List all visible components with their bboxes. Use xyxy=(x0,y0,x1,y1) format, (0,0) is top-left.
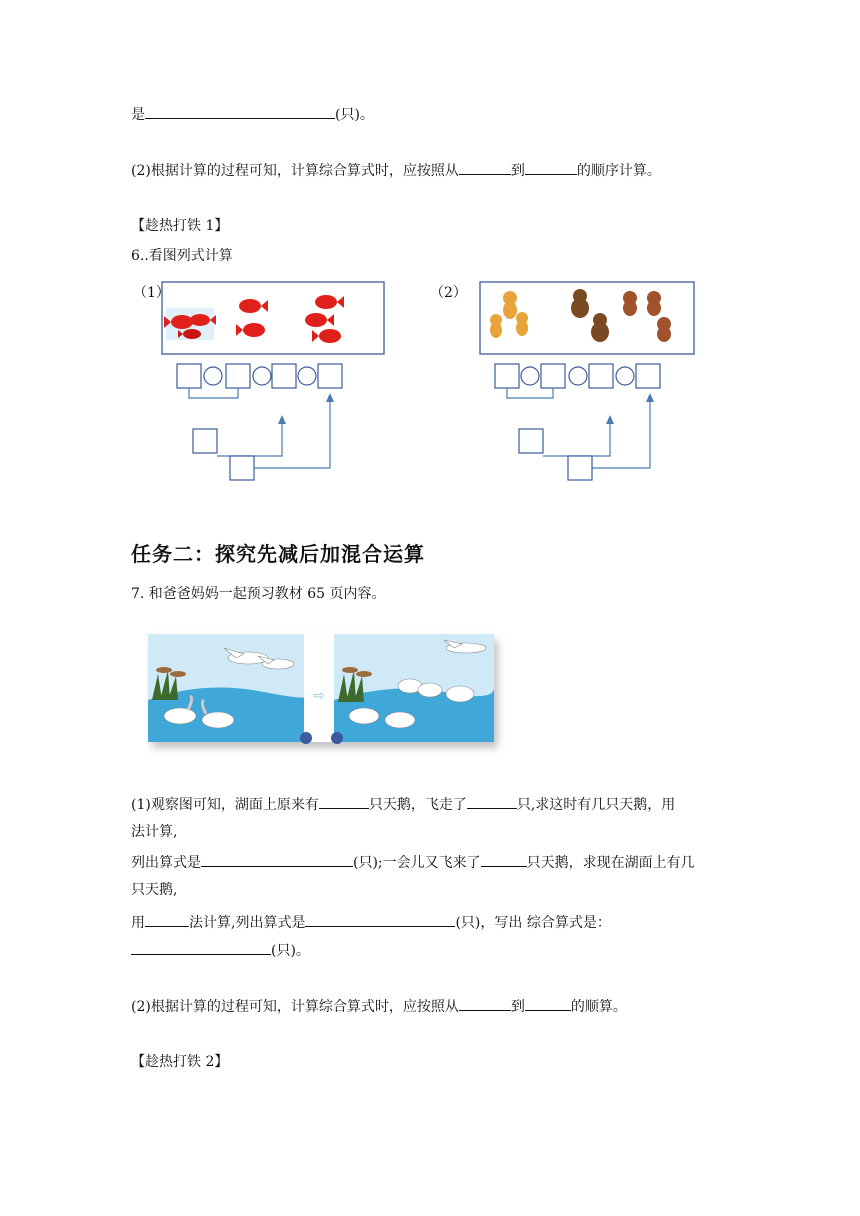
fish-group-1-icon xyxy=(164,308,216,340)
operator-circle[interactable] xyxy=(204,367,222,385)
answer-blank[interactable] xyxy=(201,852,353,867)
practice-2-title: 【趁热打铁 2】 xyxy=(131,1054,229,1070)
squirrel-group-2-icon xyxy=(571,289,609,342)
question-text: 的顺序计算。 xyxy=(576,163,661,179)
question-text: 法计算,列出算式是 xyxy=(189,915,306,931)
answer-blank[interactable] xyxy=(525,996,571,1011)
operator-circle[interactable] xyxy=(253,367,271,385)
number-box[interactable] xyxy=(495,364,519,388)
squirrel-group-3-icon xyxy=(623,291,671,342)
text-prefix: 是 xyxy=(131,107,145,123)
number-box[interactable] xyxy=(177,364,201,388)
question-text: (只)。 xyxy=(271,943,310,959)
question-text: (只)，写出 综合算式是： xyxy=(455,915,611,931)
dot-marker xyxy=(300,732,312,744)
question-text: 到 xyxy=(510,163,525,179)
answer-blank[interactable] xyxy=(467,794,517,809)
question-text: 的顺算。 xyxy=(570,999,627,1015)
question-text: 只天鹅，飞走了 xyxy=(368,797,467,813)
question-text: 到 xyxy=(510,999,525,1015)
q7-line-2: 法计算, xyxy=(131,824,178,840)
q7-line-6 xyxy=(131,940,310,961)
text-suffix: (只)。 xyxy=(335,107,374,123)
question-text: (1)观察图可知，湖面上原来有 xyxy=(131,797,319,813)
number-box[interactable] xyxy=(589,364,613,388)
fish-group-2-icon xyxy=(236,299,268,337)
answer-line-1 xyxy=(131,104,374,125)
q7-line-4: 只天鹅, xyxy=(131,882,178,898)
answer-blank[interactable] xyxy=(481,852,527,867)
question-text: (只);一会儿又飞来了 xyxy=(353,855,481,871)
result-box-1[interactable] xyxy=(193,429,217,453)
result-box-2[interactable] xyxy=(568,456,592,480)
part-2-label: （2） xyxy=(430,285,467,301)
answer-blank[interactable] xyxy=(305,912,455,927)
answer-blank[interactable] xyxy=(131,940,271,955)
task-2-heading: 任务二：探究先减后加混合运算 xyxy=(131,542,425,566)
number-box[interactable] xyxy=(541,364,565,388)
q7-line-5 xyxy=(131,912,611,933)
result-box-1[interactable] xyxy=(519,429,543,453)
answer-blank[interactable] xyxy=(459,996,511,1011)
operator-circle[interactable] xyxy=(521,367,539,385)
practice-1-title: 【趁热打铁 1】 xyxy=(131,218,229,234)
number-box[interactable] xyxy=(226,364,250,388)
q7-line-3 xyxy=(131,852,695,873)
answer-blank[interactable] xyxy=(459,160,511,175)
q7-line-1 xyxy=(131,794,675,815)
question-7: 7. 和爸爸妈妈一起预习教材 65 页内容。 xyxy=(131,586,386,602)
question-text: 用 xyxy=(131,915,145,931)
dot-marker xyxy=(331,732,343,744)
operator-circle[interactable] xyxy=(569,367,587,385)
operator-circle[interactable] xyxy=(616,367,634,385)
answer-blank[interactable] xyxy=(145,912,189,927)
squirrel-group-1-icon xyxy=(490,291,528,338)
answer-blank[interactable] xyxy=(525,160,577,175)
fish-exercise-diagram xyxy=(150,280,390,485)
number-box[interactable] xyxy=(636,364,660,388)
question-text: 只天鹅，求现在湖面上有几 xyxy=(526,855,695,871)
fish-group-3-icon xyxy=(305,295,344,343)
question-text: (2)根据计算的过程可知，计算综合算式时，应按照从 xyxy=(131,163,459,179)
number-box[interactable] xyxy=(272,364,296,388)
part-1-label: （1） xyxy=(133,285,170,301)
arrow-right-icon: ⇨ xyxy=(313,688,325,704)
number-box[interactable] xyxy=(318,364,342,388)
question-2-line xyxy=(131,160,661,181)
swan-lake-picture xyxy=(144,630,524,760)
q7-line-7 xyxy=(131,996,627,1017)
operator-circle[interactable] xyxy=(298,367,316,385)
squirrel-exercise-diagram xyxy=(468,280,708,485)
question-text: (2)根据计算的过程可知，计算综合算式时，应按照从 xyxy=(131,999,459,1015)
question-6: 6..看图列式计算 xyxy=(131,248,233,264)
question-text: 列出算式是 xyxy=(131,855,201,871)
answer-blank[interactable] xyxy=(145,104,335,119)
result-box-2[interactable] xyxy=(230,456,254,480)
answer-blank[interactable] xyxy=(319,794,369,809)
question-text: 只,求这时有几只天鹅，用 xyxy=(516,797,676,813)
